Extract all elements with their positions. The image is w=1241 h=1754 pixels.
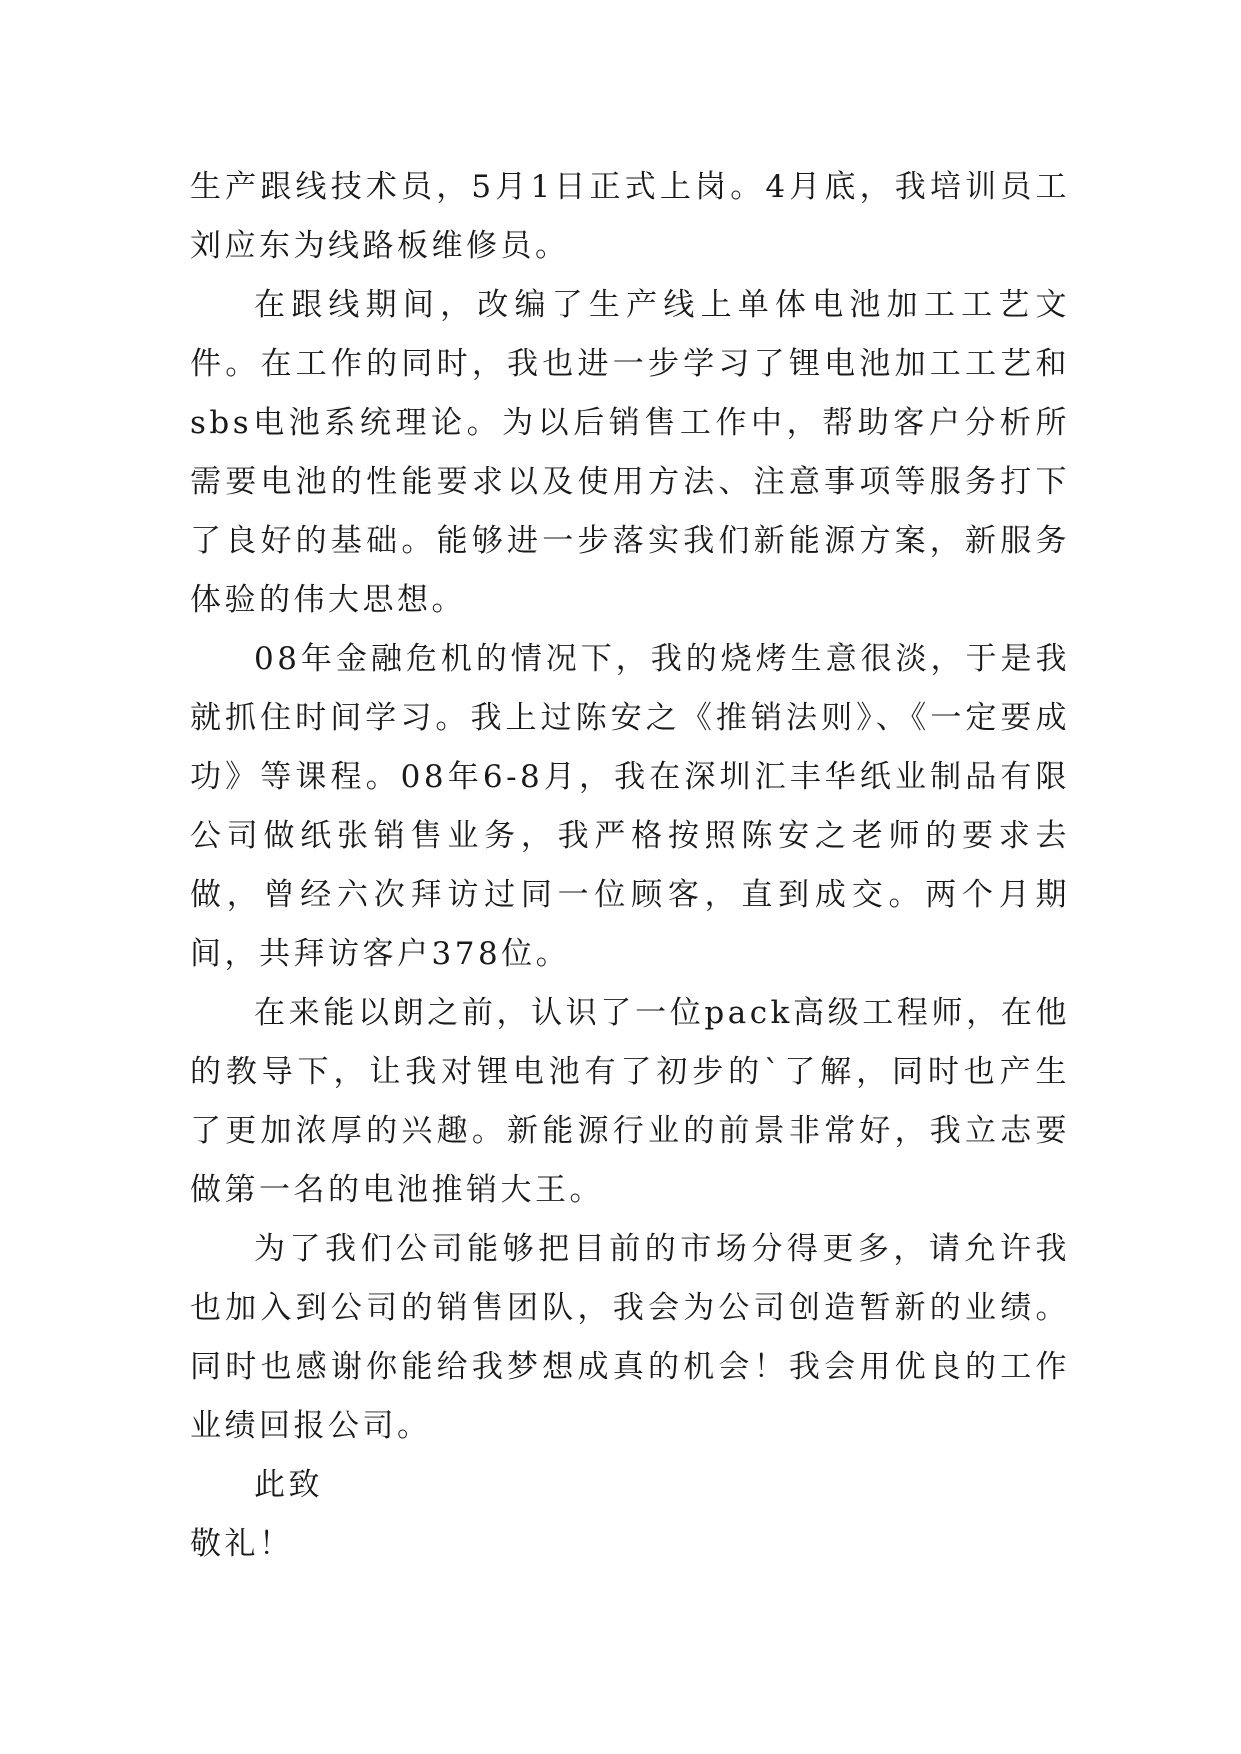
closing-salutation: 此致 bbox=[254, 1467, 323, 1503]
letter-body bbox=[190, 158, 1070, 1574]
paragraph-pack-engineer: 在来能以朗之前，认识了一位pack高级工程师，在他的教导下，让我对锂电池有了初步的`了解，同时也产生了更加浓厚的兴趣。新能源行业的前景非常好，我立志要做第一名的电池推销大王。 bbox=[190, 995, 1070, 1208]
paragraph-production-line: 在跟线期间，改编了生产线上单体电池加工工艺文件。在工作的同时，我也进一步学习了锂电池加工工艺和sbs电池系统理论。为以后销售工作中，帮助客户分析所需要电池的性能要求以及使用方法、注意事项等服务打下了良好的基础。能够进一步落实我们新能源方案，新服务体验的伟大思想。 bbox=[190, 287, 1070, 618]
closing-regards: 敬礼！ bbox=[190, 1526, 294, 1562]
paragraph-continuation: 生产跟线技术员，5月1日正式上岗。4月底，我培训员工刘应东为线路板维修员。 bbox=[190, 169, 1070, 264]
paragraph-financial-crisis: 08年金融危机的情况下，我的烧烤生意很淡，于是我就抓住时间学习。我上过陈安之《推销法则》、《一定要成功》等课程。08年6-8月，我在深圳汇丰华纸业制品有限公司做纸张销售业务，我严格按照陈安之老师的要求去做，曾经六次拜访过同一位顾客，直到成交。两个月期间，共拜访客户378位。 bbox=[190, 641, 1070, 972]
paragraph-request: 为了我们公司能够把目前的市场分得更多，请允许我也加入到公司的销售团队，我会为公司创造暂新的业绩。同时也感谢你能给我梦想成真的机会！我会用优良的工作业绩回报公司。 bbox=[190, 1231, 1070, 1444]
